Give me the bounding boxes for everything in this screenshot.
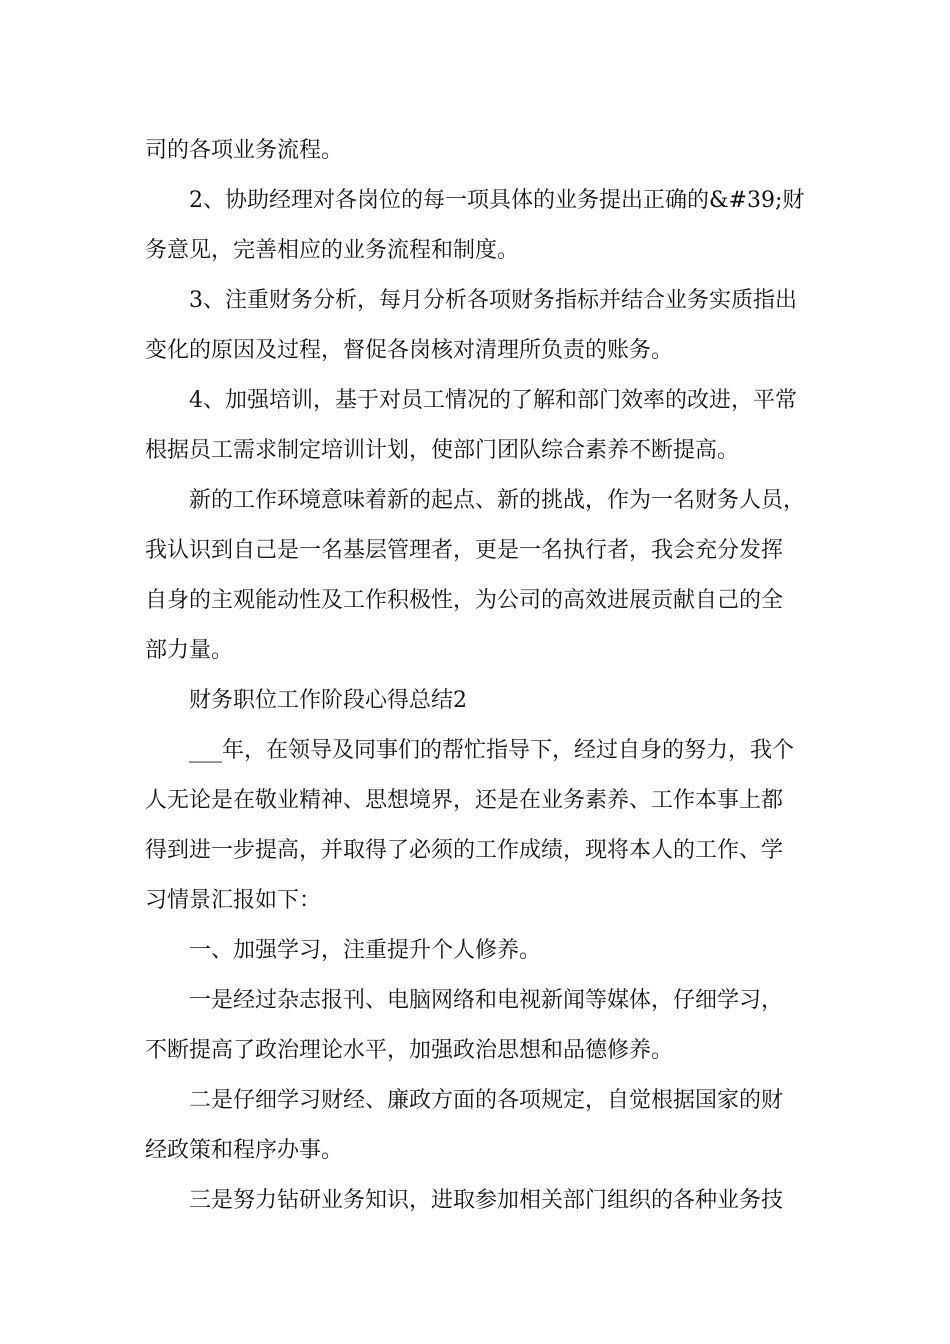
text-line: 4、加强培训，基于对员工情况的了解和部门效率的改进，平常: [189, 388, 797, 413]
text-line: ___年，在领导及同事们的帮忙指导下，经过自身的努力，我个: [189, 738, 795, 763]
text-line: 经政策和程序办事。: [145, 1138, 344, 1163]
text-line: 习情景汇报如下：: [145, 888, 322, 913]
text-line: 人无论是在敬业精神、思想境界，还是在业务素养、工作本事上都: [145, 788, 784, 813]
text-line: 司的各项业务流程。: [145, 138, 344, 163]
text-line: 我认识到自己是一名基层管理者，更是一名执行者，我会充分发挥: [145, 538, 784, 563]
text-line: 务意见，完善相应的业务流程和制度。: [145, 238, 520, 263]
text-line: 三是努力钻研业务知识，进取参加相关部门组织的各种业务技: [189, 1188, 784, 1213]
text-line: 二是仔细学习财经、廉政方面的各项规定，自觉根据国家的财: [189, 1088, 784, 1113]
text-line: 一、加强学习，注重提升个人修养。: [189, 938, 542, 963]
text-line: 2、协助经理对各岗位的每一项具体的业务提出正确的&#39;财: [189, 188, 805, 213]
text-line: 变化的原因及过程，督促各岗核对清理所负责的账务。: [145, 338, 674, 363]
text-line: 一是经过杂志报刊、电脑网络和电视新闻等媒体，仔细学习，: [189, 988, 784, 1013]
text-line: 自身的主观能动性及工作积极性，为公司的高效进展贡献自己的全: [145, 588, 784, 613]
text-line: 不断提高了政治理论水平，加强政治思想和品德修养。: [145, 1038, 674, 1063]
text-line: 部力量。: [145, 638, 234, 663]
text-line: 根据员工需求制定培训计划，使部门团队综合素养不断提高。: [145, 438, 740, 463]
section-heading: 财务职位工作阶段心得总结2: [189, 688, 467, 713]
text-line: 新的工作环境意味着新的起点、新的挑战，作为一名财务人员，: [189, 488, 806, 513]
text-line: 得到进一步提高，并取得了必须的工作成绩，现将本人的工作、学: [145, 838, 784, 863]
text-line: 3、注重财务分析，每月分析各项财务指标并结合业务实质指出: [189, 288, 797, 313]
